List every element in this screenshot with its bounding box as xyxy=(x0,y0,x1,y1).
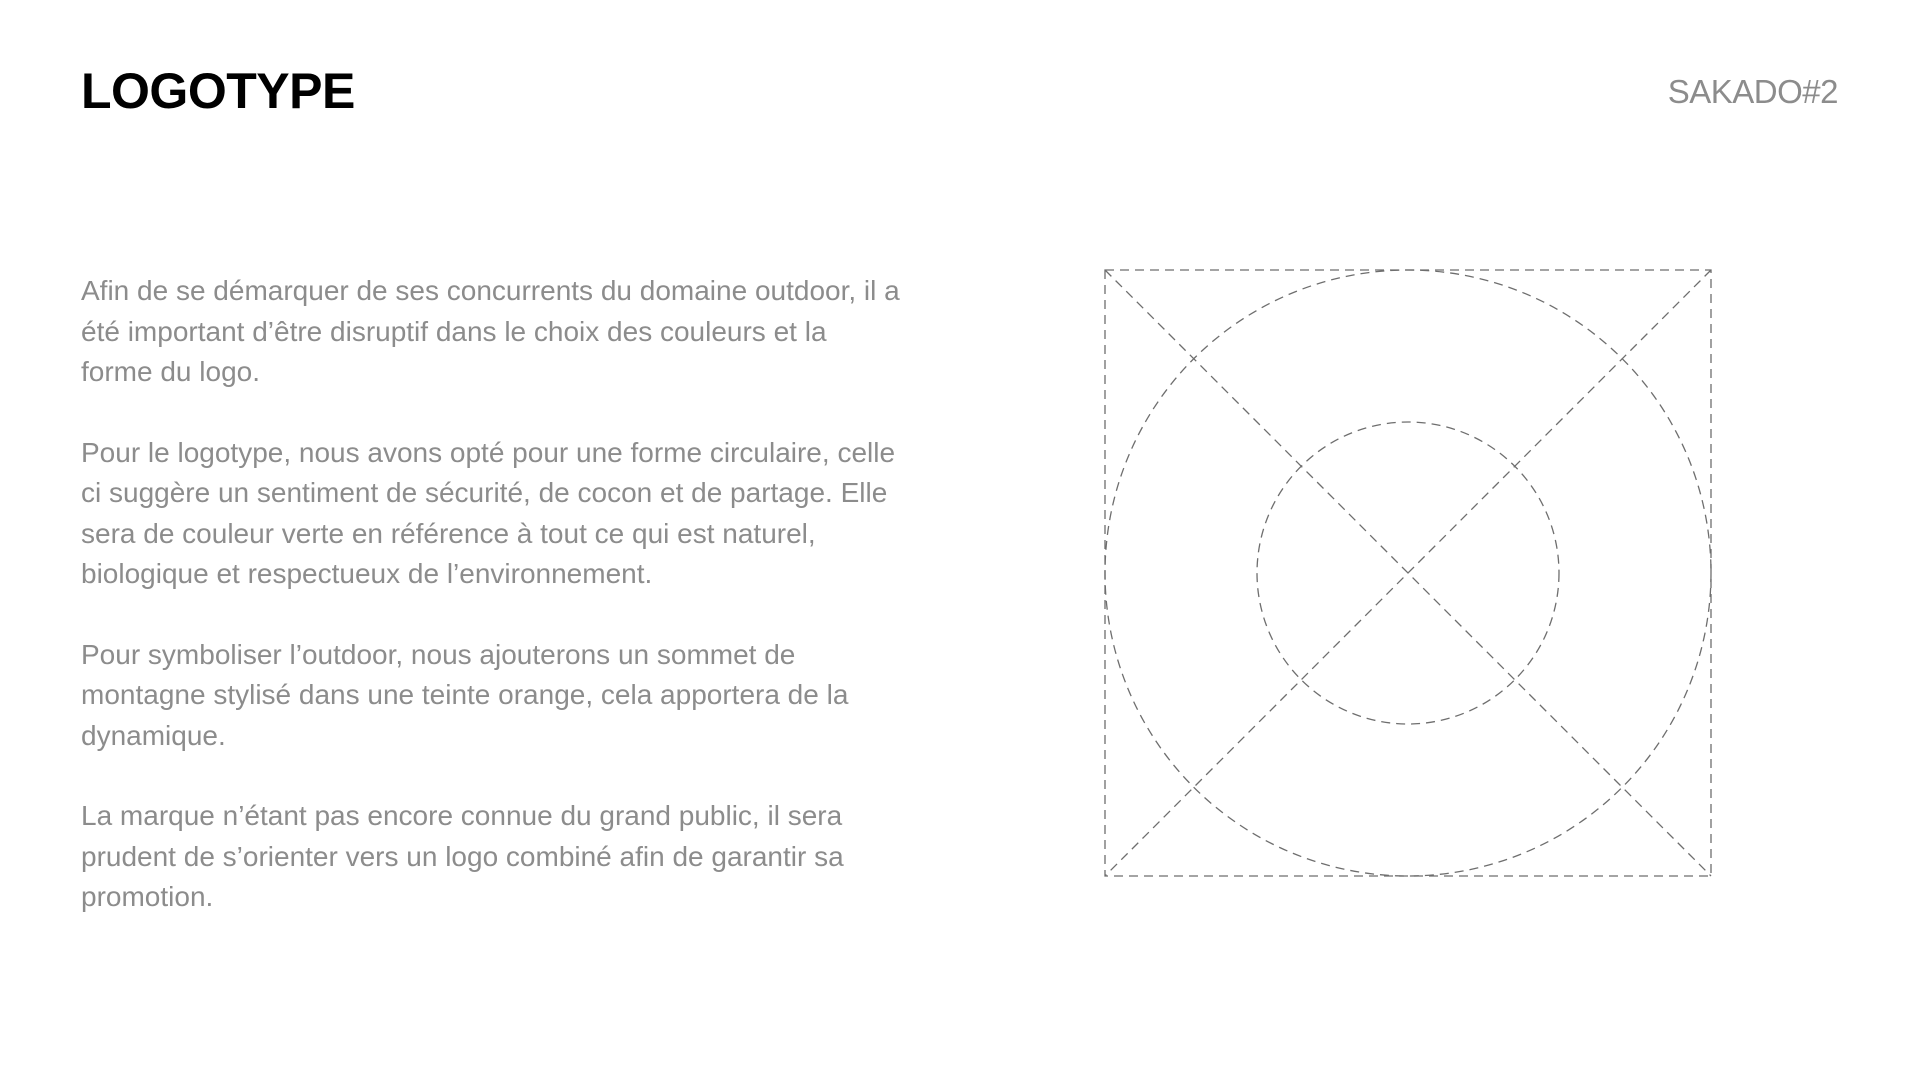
logo-construction-grid xyxy=(1100,265,1720,885)
construction-grid-svg xyxy=(1100,265,1720,885)
paragraph-circular-form: Pour le logotype, nous avons opté pour une forme circulaire, celle ci suggère un sentiment de sécurité, de cocon et de partage. Elle sera de couleur verte en référence à tout ce qui est naturel, biologique et respectueux de l’environnement. xyxy=(81,436,896,589)
body-text xyxy=(81,271,901,918)
paragraph-mountain-summit: Pour symboliser l’outdoor, nous ajouterons un sommet de montagne stylisé dans une teinte orange, cela apportera de la dynamique. xyxy=(81,638,849,751)
page-title: LOGOTYPE xyxy=(81,63,355,119)
brand-tag: SAKADO#2 xyxy=(1667,73,1838,110)
paragraph-combined-logo: La marque n’étant pas encore connue du grand public, il sera prudent de s’orienter vers un logo combiné afin de garantir sa promotion. xyxy=(81,800,844,912)
paragraph-intro: Afin de se démarquer de ses concurrents du domaine outdoor, il a été important d’être disruptif dans le choix des couleurs et la forme du logo. xyxy=(81,275,900,387)
